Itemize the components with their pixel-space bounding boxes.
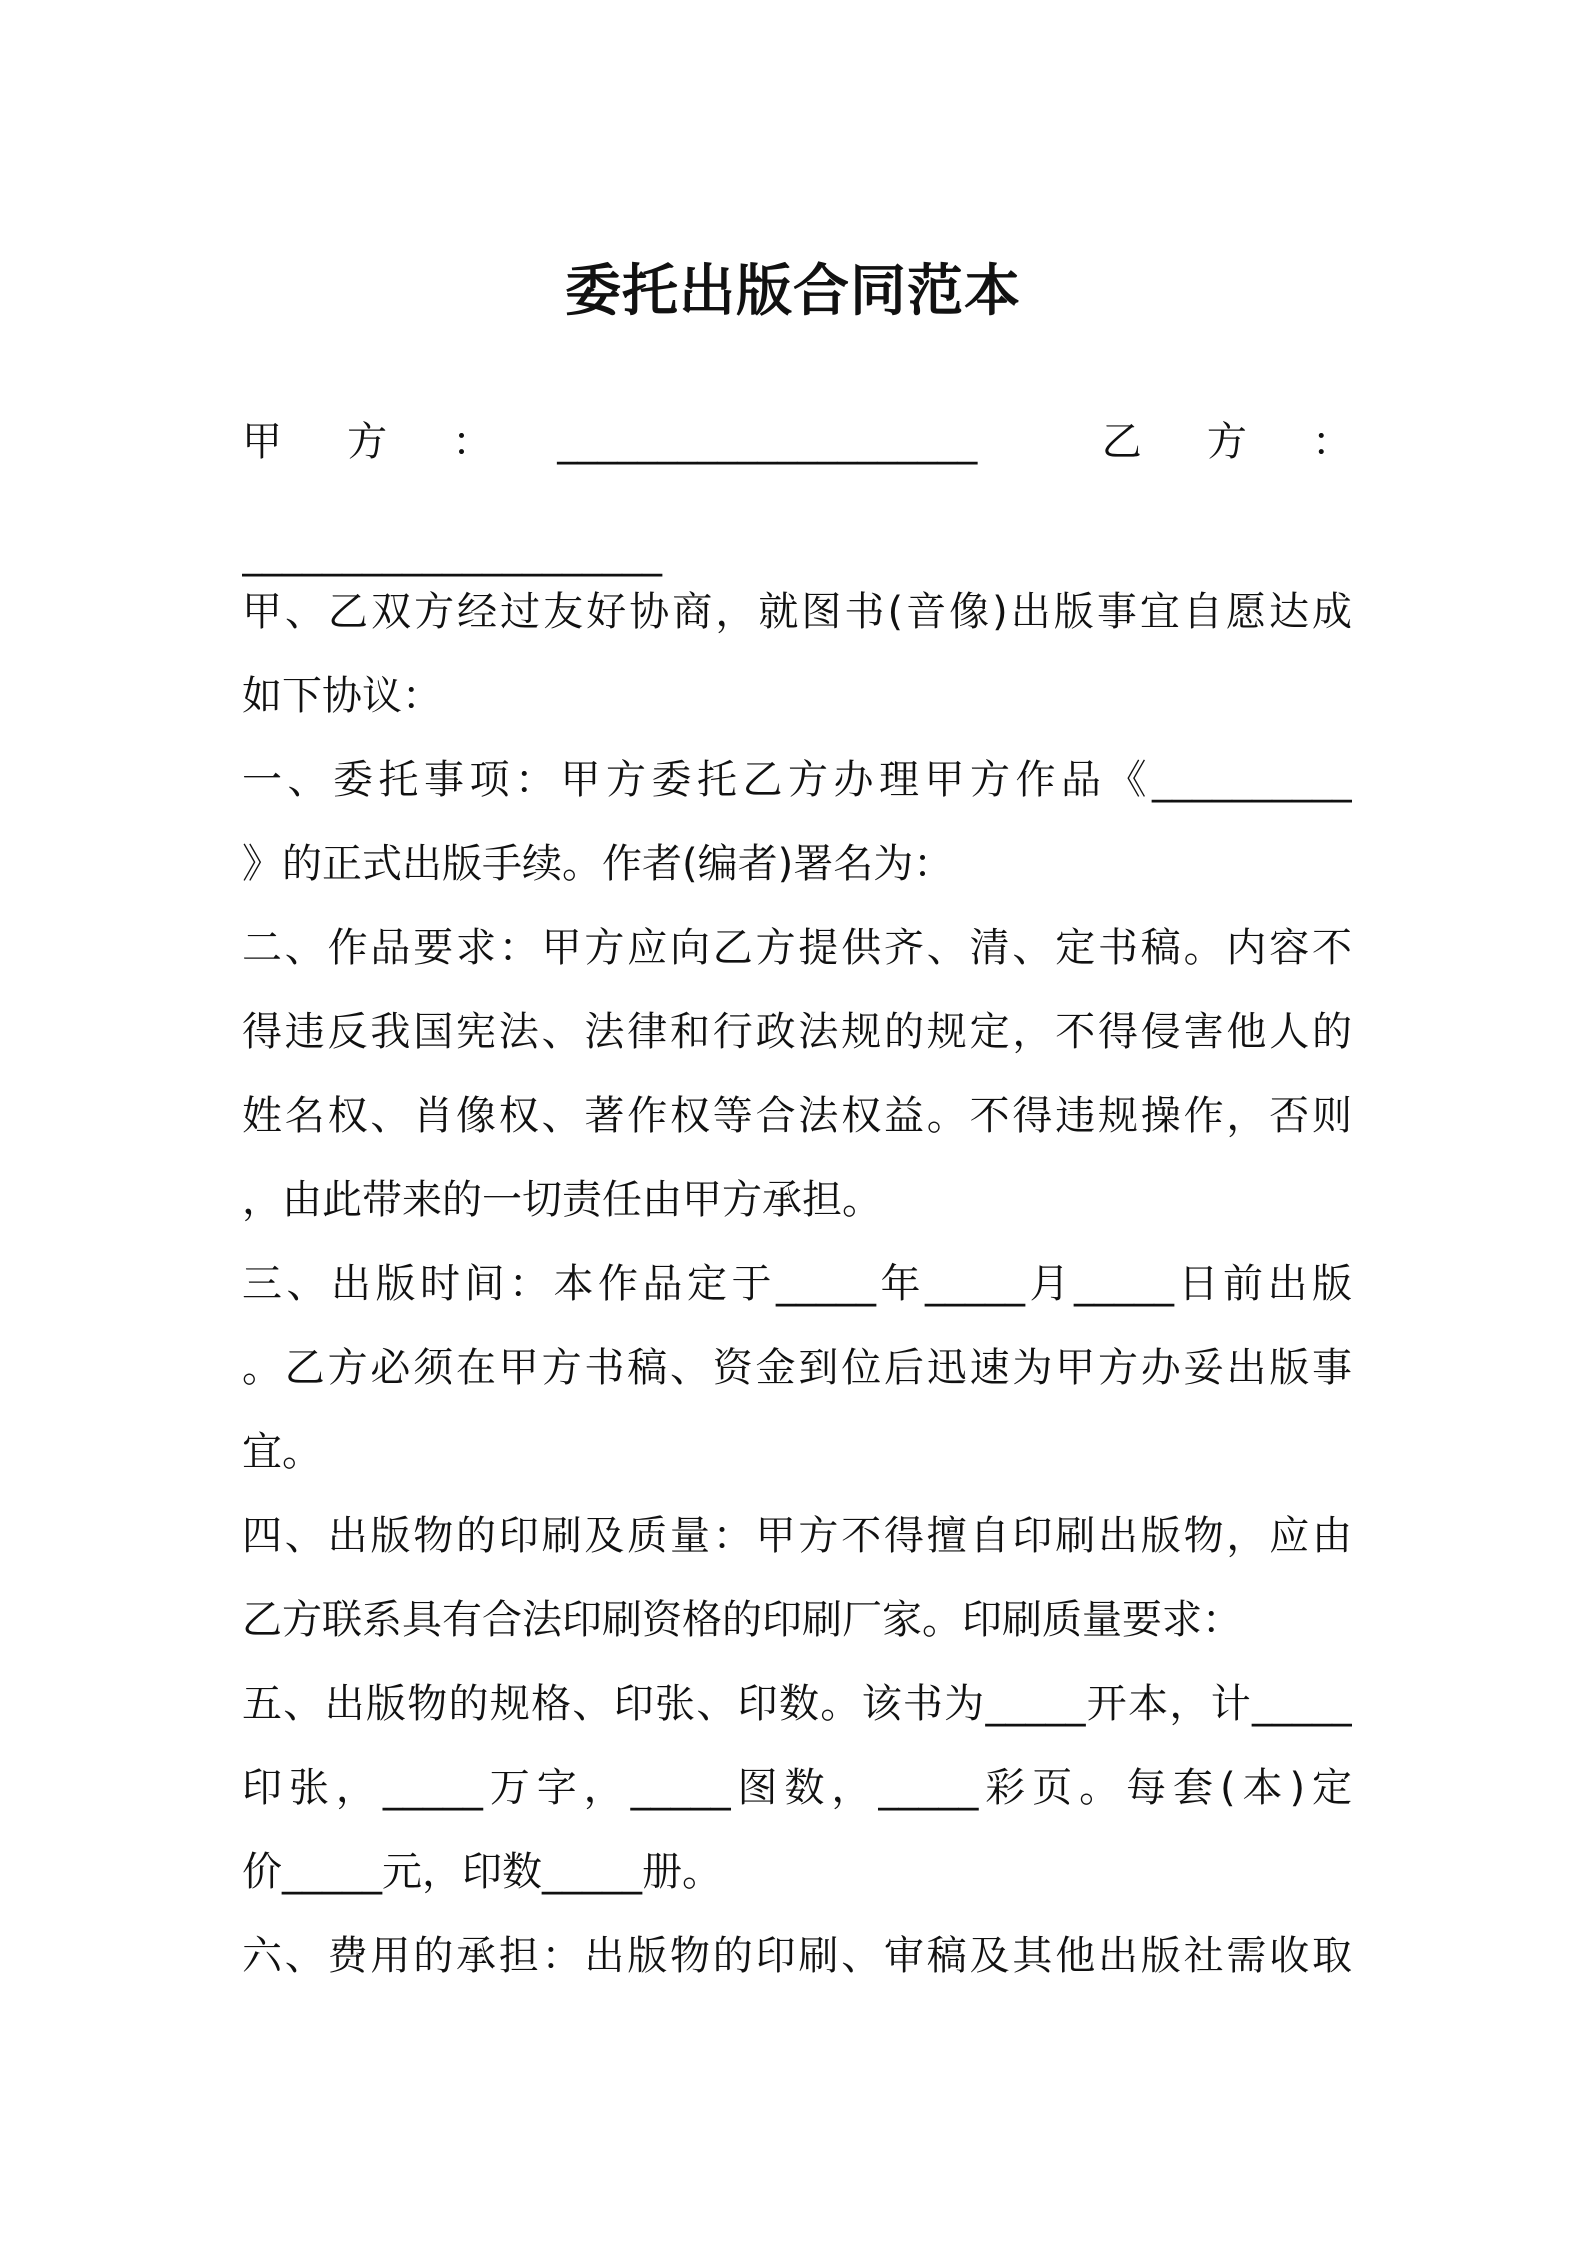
party-line-2: _____________________	[242, 531, 662, 577]
clause-1-line-2: 》的正式出版手续。作者(编者)署名为：	[242, 841, 954, 887]
clause-2-line-3: 姓名权、肖像权、著作权等合法权益。不得违规操作，否则	[242, 1093, 1352, 1139]
document-title: 委托出版合同范本	[565, 259, 1021, 324]
intro-line-1: 甲、乙双方经过友好协商，就图书(音像)出版事宜自愿达成	[242, 589, 1352, 635]
clause-4-line-2: 乙方联系具有合法印刷资格的印刷厂家。印刷质量要求：	[242, 1597, 1242, 1643]
intro-line-2: 如下协议：	[242, 673, 442, 719]
clause-5-line-3: 价_____元，印数_____册。	[242, 1849, 722, 1895]
clause-2-line-1: 二、作品要求：甲方应向乙方提供齐、清、定书稿。内容不	[242, 925, 1352, 971]
clause-2-line-4: ，由此带来的一切责任由甲方承担。	[242, 1177, 882, 1223]
clause-6-line-1: 六、费用的承担：出版物的印刷、审稿及其他出版社需收取	[242, 1933, 1352, 1979]
clause-3-line-2: 。乙方必须在甲方书稿、资金到位后迅速为甲方办妥出版事	[242, 1345, 1352, 1391]
clause-3-line-3: 宜。	[242, 1429, 322, 1475]
clause-2-line-2: 得违反我国宪法、法律和行政法规的规定，不得侵害他人的	[242, 1009, 1352, 1055]
clause-5-line-2: 印张，_____万字，_____图数，_____彩页。每套(本)定	[242, 1765, 1352, 1811]
clause-5-line-1: 五、出版物的规格、印张、印数。该书为_____开本，计_____	[242, 1681, 1352, 1727]
clause-1-line-1: 一、委托事项：甲方委托乙方办理甲方作品《__________	[242, 757, 1352, 803]
clause-4-line-1: 四、出版物的印刷及质量：甲方不得擅自印刷出版物，应由	[242, 1513, 1352, 1559]
party-line-1: 甲 方 ： _____________________ 乙 方 ：	[242, 419, 1352, 465]
clause-3-line-1: 三、出版时间：本作品定于_____年_____月_____日前出版	[242, 1261, 1352, 1307]
